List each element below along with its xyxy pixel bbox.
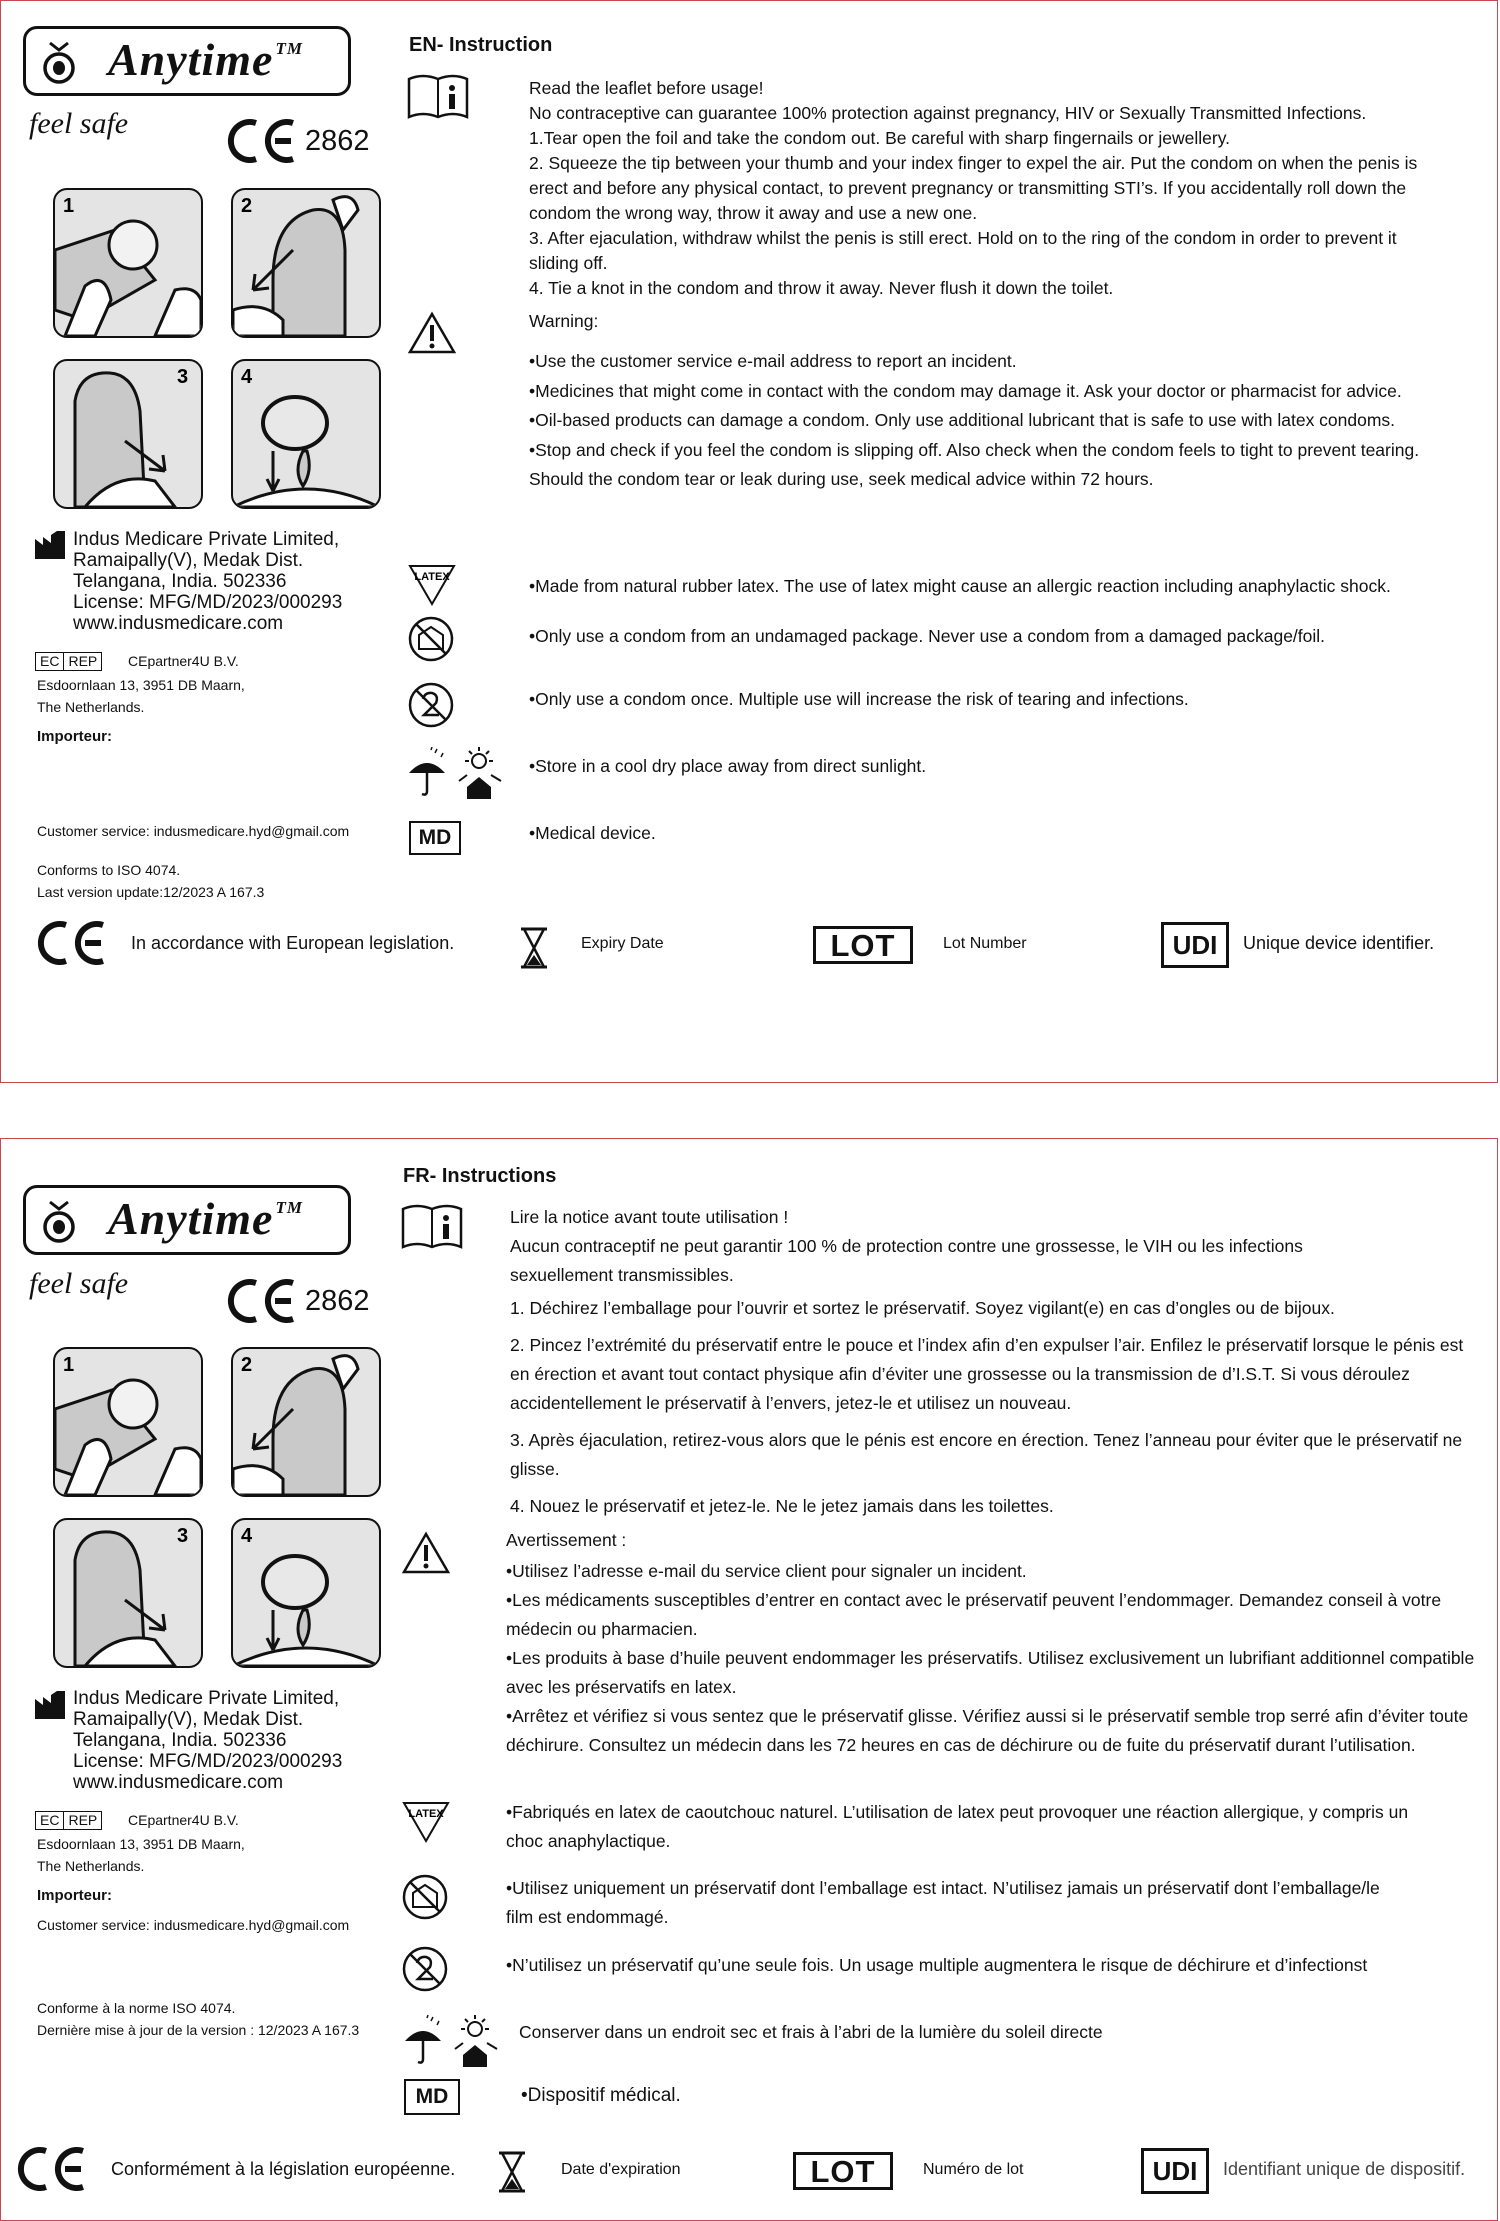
warning-list: [506, 1557, 1486, 1760]
pictogram-step-1: [53, 188, 203, 338]
ec-rep-partner: CEpartner4U B.V.: [128, 1812, 239, 1828]
usage-step: 2. Squeeze the tip between your thumb and your index finger to expel the air. Put the condom on when the penis is erect and before any physical contact, to prevent pregnancy or transmitting STI’s. If you accidentally roll down the condom the wrong way, throw it away and use a new one.: [529, 153, 1418, 223]
pictogram-step-4: [231, 1518, 381, 1668]
usage-step: 4. Nouez le préservatif et jetez-le. Ne le jetez jamais dans les toilettes.: [510, 1496, 1054, 1516]
footer-udi-text: Identifiant unique de dispositif.: [1223, 2159, 1466, 2179]
expiry-hourglass-icon: [497, 2151, 527, 2193]
footer-lot-text: Numéro de lot: [923, 2161, 1024, 2178]
do-not-reuse-icon: [407, 681, 455, 729]
do-not-reuse-icon: [401, 1945, 449, 1993]
storage-statement: •Store in a cool dry place away from direct sunlight.: [529, 756, 927, 776]
usage-step: 3. After ejaculation, withdraw whilst the penis is still erect. Hold on to the ring of the condom in order to prevent it sliding off.: [529, 228, 1397, 273]
pictogram-number: 2: [241, 195, 253, 217]
manufacturer-address: Indus Medicare Private Limited, Ramaipally(V), Medak Dist. Telangana, India. 502336 License: MFG/MD/2023/000293 www.indusmedicare.com: [73, 529, 343, 634]
customer-service: Customer service: indusmedicare.hyd@gmail.com: [37, 823, 350, 839]
usage-step: 1. Déchirez l’emballage pour l’ouvrir et sortez le préservatif. Soyez vigilant(e) en cas d’ongles ou de bijoux.: [510, 1298, 1335, 1318]
usage-steps: [529, 126, 1429, 301]
pictogram-step-2: [231, 1347, 381, 1497]
warning-title: Avertissement :: [506, 1530, 627, 1550]
pictogram-step-4: [231, 359, 381, 509]
pictogram-number: 1: [63, 195, 75, 217]
single-use-statement: •Only use a condom once. Multiple use will increase the risk of tearing and infections.: [529, 689, 1189, 709]
brand-drop-icon: [42, 41, 76, 85]
expiry-hourglass-icon: [519, 927, 549, 969]
manufacturer-address: Indus Medicare Private Limited, Ramaipally(V), Medak Dist. Telangana, India. 502336 License: MFG/MD/2023/000293 www.indusmedicare.com: [73, 1688, 343, 1793]
ce-number: 2862: [305, 1285, 370, 1317]
brand-logo: [23, 1185, 351, 1255]
pictogram-step-2: [231, 188, 381, 338]
footer-expiry-text: Date d'expiration: [561, 2161, 681, 2178]
manufacturer-factory-icon: [35, 531, 65, 559]
storage-statement: Conserver dans un endroit sec et frais à l’abri de la lumière du soleil directe: [519, 2022, 1103, 2042]
warning-item: •Stop and check if you feel the condom is slipping off. Also check when the condom feels to tight to prevent tearing. Should the condom tear or leak during use, seek medical advice within 72 hours.: [529, 439, 1420, 489]
ec-rep-address: Esdoornlaan 13, 3951 DB Maarn, The Netherlands.: [37, 1836, 245, 1874]
svg-text:LATEX: LATEX: [408, 1808, 444, 1820]
pictogram-number: 3: [177, 366, 189, 388]
intro-text: Lire la notice avant toute utilisation ! Aucun contraceptif ne peut garantir 100 % de protection contre une grossesse, le VIH ou les infections sexuellement transmissibles.: [510, 1207, 1303, 1285]
brand-name: Anytime ™: [108, 1193, 303, 1244]
instructions-book-icon: [407, 73, 469, 119]
conformity-note: Conforme à la norme ISO 4074. Dernière mise à jour de la version : 12/2023 A 167.3: [37, 2000, 360, 2038]
pictogram-number: 4: [241, 366, 253, 388]
intro-text: Read the leaflet before usage! No contraceptive can guarantee 100% protection against pregnancy, HIV or Sexually Transmitted Infections.: [529, 78, 1367, 123]
warning-triangle-icon: [407, 311, 457, 355]
brand-tagline: feel safe: [29, 1267, 129, 1300]
fr-leaflet-panel: [0, 1138, 1498, 2221]
udi-icon: UDI: [1141, 2148, 1209, 2194]
usage-step: 2. Pincez l’extrémité du préservatif entre le pouce et l’index afin d’en expulser l’air. Enfilez le préservatif lorsque le pénis est en érection et avant tout contact physique afin d’éviter une grossesse ou la transmission de d’I.S.T. Si vous déroulez accidentellement le préservatif à l’envers, jetez-le et utilisez un nouveau.: [510, 1335, 1464, 1413]
brand-drop-icon: [42, 1200, 76, 1244]
keep-dry-sunlight-icon: [401, 2015, 501, 2067]
lot-icon: LOT: [813, 926, 913, 964]
instructions-book-icon: [401, 1203, 463, 1249]
warning-item: •Les médicaments susceptibles d’entrer en contact avec le préservatif peuvent l’endommager. Demandez conseil à votre médecin ou pharmacien.: [506, 1590, 1442, 1639]
latex-statement: •Made from natural rubber latex. The use of latex might cause an allergic reaction including anaphylactic shock.: [529, 576, 1391, 596]
ce-number: 2862: [305, 125, 370, 157]
udi-icon: UDI: [1161, 922, 1229, 968]
usage-step: 3. Après éjaculation, retirez-vous alors que le pénis est encore en érection. Tenez l’anneau pour éviter que le préservatif ne glisse.: [510, 1430, 1463, 1479]
pictogram-number: 3: [177, 1525, 189, 1547]
brand-logo: [23, 26, 351, 96]
footer-ce-text: Conformément à la législation européenne.: [111, 2159, 456, 2179]
medical-device-statement: •Dispositif médical.: [521, 2085, 681, 2106]
do-not-use-damaged-icon: [407, 615, 455, 663]
warning-item: •Les produits à base d’huile peuvent endommager les préservatifs. Utilisez exclusivement un lubrifiant additionnel compatible avec les préservatifs en latex.: [506, 1648, 1475, 1697]
medical-device-icon: MD: [404, 2079, 460, 2115]
pictogram-step-1: [53, 1347, 203, 1497]
footer-ce-mark-icon: [15, 2145, 87, 2193]
pictogram-step-3: [53, 1518, 203, 1668]
warning-title: Warning:: [529, 311, 599, 331]
latex-icon: [401, 1800, 451, 1844]
usage-steps: [510, 1294, 1470, 1521]
brand-tagline: feel safe: [29, 107, 129, 140]
customer-service: Customer service: indusmedicare.hyd@gmail.com: [37, 1917, 350, 1933]
medical-device-statement: •Medical device.: [529, 823, 656, 843]
ec-rep-partner: CEpartner4U B.V.: [128, 653, 239, 669]
brand-name: Anytime ™: [108, 34, 303, 85]
warning-list: [529, 347, 1429, 495]
en-leaflet-panel: [0, 0, 1498, 1083]
ec-rep-address: Esdoornlaan 13, 3951 DB Maarn, The Netherlands.: [37, 677, 245, 715]
footer-expiry-text: Expiry Date: [581, 935, 664, 952]
footer-ce-mark-icon: [35, 919, 107, 967]
warning-item: •Medicines that might come in contact with the condom may damage it. Ask your doctor or pharmacist for advice.: [529, 380, 1402, 401]
footer-udi-text: Unique device identifier.: [1243, 933, 1435, 953]
warning-item: •Use the customer service e-mail address to report an incident.: [529, 351, 1017, 371]
importer-label: Importeur:: [37, 728, 112, 745]
footer-lot-text: Lot Number: [943, 935, 1027, 952]
lot-icon: LOT: [793, 2152, 893, 2190]
ce-mark-icon: [223, 117, 299, 165]
svg-text:LATEX: LATEX: [414, 571, 450, 583]
latex-statement: •Fabriqués en latex de caoutchouc naturel. L’utilisation de latex peut provoquer une réaction allergique, y compris un choc anaphylactique.: [506, 1802, 1409, 1851]
section-heading: EN- Instruction: [409, 34, 553, 56]
warning-item: •Oil-based products can damage a condom. Only use additional lubricant that is safe to use with latex condoms.: [529, 410, 1396, 430]
importer-label: Importeur:: [37, 1887, 112, 1904]
do-not-use-damaged-icon: [401, 1873, 449, 1921]
warning-triangle-icon: [401, 1531, 451, 1575]
section-heading: FR- Instructions: [403, 1165, 557, 1187]
warning-item: •Arrêtez et vérifiez si vous sentez que le préservatif glisse. Vérifiez aussi si le préservatif semble trop serré afin d’éviter toute déchirure. Consultez un médecin dans les 72 heures en cas de déchirure ou de fuite du préservatif durant l’utilisation.: [506, 1706, 1469, 1755]
ec-rep-icon: EC REP: [35, 1811, 102, 1830]
conformity-note: Conforms to ISO 4074. Last version update:12/2023 A 167.3: [37, 862, 265, 900]
usage-step: 1.Tear open the foil and take the condom out. Be careful with sharp fingernails or jewellery.: [529, 128, 1231, 148]
pictogram-step-3: [53, 359, 203, 509]
damaged-package-statement: •Only use a condom from an undamaged package. Never use a condom from a damaged package/foil.: [529, 626, 1326, 646]
pictogram-number: 2: [241, 1354, 253, 1376]
keep-dry-sunlight-icon: [405, 747, 505, 799]
usage-step: 4. Tie a knot in the condom and throw it away. Never flush it down the toilet.: [529, 278, 1114, 298]
manufacturer-factory-icon: [35, 1691, 65, 1719]
latex-icon: [407, 563, 457, 607]
ec-rep-icon: EC REP: [35, 652, 102, 671]
medical-device-icon: MD: [409, 821, 461, 855]
single-use-statement: •N’utilisez un préservatif qu’une seule fois. Un usage multiple augmentera le risque de déchirure et d’infectionst: [506, 1955, 1368, 1975]
ce-mark-icon: [223, 1277, 299, 1325]
warning-item: •Utilisez l’adresse e-mail du service client pour signaler un incident.: [506, 1561, 1027, 1581]
damaged-package-statement: •Utilisez uniquement un préservatif dont l’emballage est intact. N’utilisez jamais un préservatif dont l’emballage/le film est endommagé.: [506, 1878, 1380, 1927]
footer-ce-text: In accordance with European legislation.: [131, 933, 455, 953]
pictogram-number: 1: [63, 1354, 75, 1376]
pictogram-number: 4: [241, 1525, 253, 1547]
